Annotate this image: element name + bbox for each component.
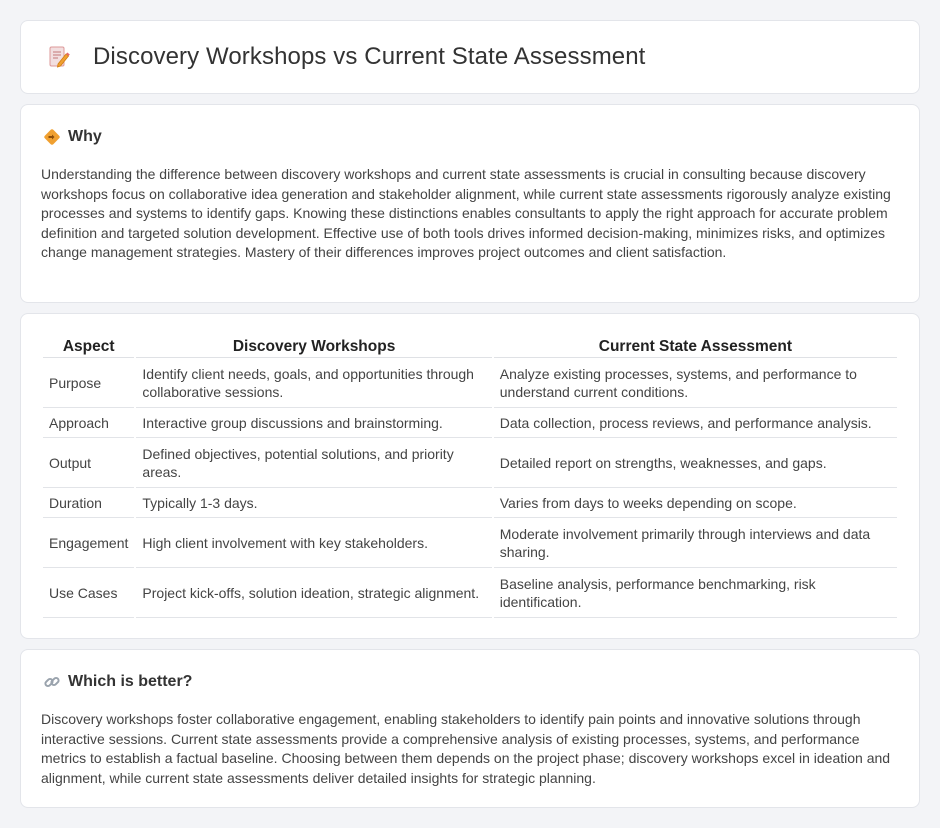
which-is-better-section — [20, 649, 920, 808]
better-header — [43, 673, 192, 691]
header-current-state-assessment: Current State Assessment — [494, 335, 897, 358]
link-icon — [43, 673, 61, 691]
row-discovery: High client involvement with key stakeholders. — [136, 518, 491, 568]
row-discovery: Interactive group discussions and brainstorming. — [136, 408, 491, 438]
table-header-row — [43, 335, 897, 358]
table-row — [43, 438, 897, 488]
why-section — [20, 104, 920, 303]
comparison-table — [41, 335, 899, 618]
row-aspect: Approach — [43, 408, 134, 438]
why-header — [43, 128, 102, 146]
row-current-state: Moderate involvement primarily through interviews and data sharing. — [494, 518, 897, 568]
header-aspect: Aspect — [43, 335, 134, 358]
comparison-table-card — [20, 313, 920, 639]
better-text: Discovery workshops foster collaborative engagement, enabling stakeholders to identify pain points and innovative solutions through interactive sessions. Current state assessments provide a comprehensive analysis of existing processes, systems, and performance metrics to establish a factual baseline. Choosing between them depends on the project phase; discovery workshops excel in ideation and alignment, while current state assessments deliver detailed insights for strategic planning. — [41, 711, 891, 786]
better-heading: Which is better? — [68, 673, 193, 690]
row-current-state: Analyze existing processes, systems, and performance to understand current conditions. — [494, 358, 897, 408]
why-text: Understanding the difference between discovery workshops and current state assessments is crucial in consulting because discovery workshops focus on collaborative idea generation and stakeholder alignment, while current state assessments rigorously analyze existing processes and systems to identify gaps. Knowing these distinctions enables consultants to apply the right approach for accurate problem definition and targeted solution development. Effective use of both tools drives informed decision-making, minimizes risks, and optimizes change management strategies. Mastery of their differences improves project outcomes and client satisfaction. — [41, 166, 891, 260]
table-row — [43, 408, 897, 438]
table-row — [43, 568, 897, 618]
row-current-state: Detailed report on strengths, weaknesses, and gaps. — [494, 438, 897, 488]
row-discovery: Defined objectives, potential solutions, and priority areas. — [136, 438, 491, 488]
table-row — [43, 488, 897, 518]
header-discovery-workshops: Discovery Workshops — [136, 335, 491, 358]
why-heading: Why — [68, 128, 102, 145]
row-aspect: Purpose — [43, 358, 134, 408]
row-aspect: Engagement — [43, 518, 134, 568]
page-title: Discovery Workshops vs Current State Assessment — [93, 43, 646, 70]
table-row — [43, 518, 897, 568]
exchange-diamond-icon — [43, 128, 61, 146]
row-current-state: Data collection, process reviews, and performance analysis. — [494, 408, 897, 438]
row-discovery: Typically 1-3 days. — [136, 488, 491, 518]
row-discovery: Identify client needs, goals, and opportunities through collaborative sessions. — [136, 358, 491, 408]
row-aspect: Duration — [43, 488, 134, 518]
document-pen-icon — [47, 45, 71, 69]
row-current-state: Varies from days to weeks depending on scope. — [494, 488, 897, 518]
row-aspect: Output — [43, 438, 134, 488]
title-card — [20, 20, 920, 94]
table-row — [43, 358, 897, 408]
row-current-state: Baseline analysis, performance benchmarking, risk identification. — [494, 568, 897, 618]
row-aspect: Use Cases — [43, 568, 134, 618]
row-discovery: Project kick-offs, solution ideation, strategic alignment. — [136, 568, 491, 618]
